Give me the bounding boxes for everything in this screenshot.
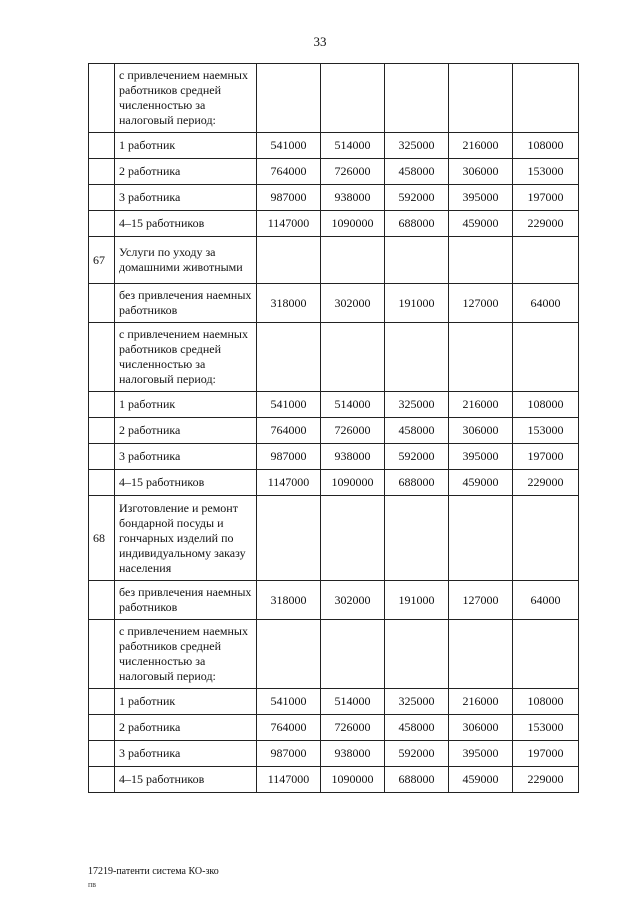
value-cell: 938000 [321,444,385,470]
row-index [89,689,115,715]
row-label: 4–15 работников [115,767,257,793]
value-cell: 108000 [513,392,579,418]
value-cell: 153000 [513,715,579,741]
value-cell [449,496,513,581]
value-cell [257,496,321,581]
row-index [89,581,115,620]
value-cell [257,323,321,392]
value-cell: 458000 [385,715,449,741]
value-cell: 592000 [385,741,449,767]
value-cell [449,64,513,133]
value-cell: 302000 [321,284,385,323]
value-cell: 726000 [321,418,385,444]
footer-filename: 17219-патенти система КО-зко [88,866,219,877]
row-index [89,418,115,444]
value-cell: 216000 [449,133,513,159]
value-cell: 459000 [449,211,513,237]
value-cell [385,237,449,284]
row-index [89,284,115,323]
value-cell [257,620,321,689]
value-cell: 1090000 [321,470,385,496]
row-label: без привлечения наемных работников [115,284,257,323]
row-index: 68 [89,496,115,581]
value-cell [385,64,449,133]
value-cell: 325000 [385,133,449,159]
table-row [89,159,579,185]
value-cell: 514000 [321,392,385,418]
row-index [89,767,115,793]
value-cell [449,323,513,392]
value-cell: 229000 [513,211,579,237]
table-row [89,689,579,715]
value-cell [257,64,321,133]
table-row [89,211,579,237]
value-cell: 459000 [449,767,513,793]
value-cell: 306000 [449,159,513,185]
value-cell: 459000 [449,470,513,496]
value-cell: 153000 [513,418,579,444]
value-cell: 541000 [257,392,321,418]
value-cell: 306000 [449,715,513,741]
value-cell [385,323,449,392]
table-row [89,444,579,470]
value-cell: 592000 [385,444,449,470]
value-cell: 726000 [321,715,385,741]
row-label: 1 работник [115,392,257,418]
row-label: 2 работника [115,715,257,741]
row-index: 67 [89,237,115,284]
value-cell: 306000 [449,418,513,444]
row-label: 1 работник [115,689,257,715]
value-cell: 197000 [513,185,579,211]
table-row [89,284,579,323]
row-index [89,185,115,211]
footer-subtext: пв [88,880,97,889]
value-cell: 216000 [449,392,513,418]
value-cell: 197000 [513,444,579,470]
row-index [89,715,115,741]
table-row [89,185,579,211]
row-label: 2 работника [115,418,257,444]
value-cell [321,496,385,581]
value-cell: 395000 [449,185,513,211]
value-cell [385,496,449,581]
value-cell: 688000 [385,211,449,237]
value-cell [513,64,579,133]
table-row [89,496,579,581]
value-cell: 64000 [513,284,579,323]
value-cell: 987000 [257,444,321,470]
row-label: без привлечения наемных работников [115,581,257,620]
row-label: с привлечением наемных работников средней численностью за налоговый период: [115,620,257,689]
value-cell: 127000 [449,284,513,323]
value-cell [257,237,321,284]
value-cell: 688000 [385,767,449,793]
row-label: Услуги по уходу за домашними животными [115,237,257,284]
table-row [89,392,579,418]
value-cell: 191000 [385,284,449,323]
row-label: с привлечением наемных работников средней численностью за налоговый период: [115,64,257,133]
value-cell: 514000 [321,689,385,715]
value-cell: 1147000 [257,211,321,237]
value-cell: 592000 [385,185,449,211]
value-cell: 1090000 [321,211,385,237]
row-label: Изготовление и ремонт бондарной посуды и гончарных изделий по индивидуальному заказу населения [115,496,257,581]
page-number: 33 [313,34,327,49]
value-cell [513,620,579,689]
table-row [89,581,579,620]
value-cell: 216000 [449,689,513,715]
value-cell: 987000 [257,185,321,211]
value-cell: 64000 [513,581,579,620]
table-row [89,741,579,767]
value-cell: 458000 [385,418,449,444]
value-cell: 1090000 [321,767,385,793]
value-cell: 1147000 [257,767,321,793]
table-row [89,470,579,496]
row-index [89,159,115,185]
value-cell: 191000 [385,581,449,620]
value-cell: 318000 [257,284,321,323]
value-cell: 1147000 [257,470,321,496]
value-cell: 938000 [321,741,385,767]
value-cell [513,237,579,284]
value-cell: 318000 [257,581,321,620]
value-cell: 726000 [321,159,385,185]
tariff-table [88,63,579,793]
row-label: 3 работника [115,741,257,767]
row-label: 4–15 работников [115,470,257,496]
value-cell [513,496,579,581]
value-cell [321,237,385,284]
value-cell [513,323,579,392]
value-cell: 229000 [513,470,579,496]
value-cell: 764000 [257,715,321,741]
value-cell [321,323,385,392]
table-row [89,767,579,793]
table-row [89,133,579,159]
value-cell [321,620,385,689]
row-index [89,64,115,133]
row-index [89,211,115,237]
row-index [89,470,115,496]
value-cell: 108000 [513,133,579,159]
row-label: 4–15 работников [115,211,257,237]
row-index [89,741,115,767]
table-row [89,715,579,741]
value-cell: 514000 [321,133,385,159]
value-cell: 541000 [257,133,321,159]
value-cell [449,620,513,689]
value-cell: 197000 [513,741,579,767]
row-label: с привлечением наемных работников средней численностью за налоговый период: [115,323,257,392]
table-row [89,620,579,689]
value-cell: 987000 [257,741,321,767]
row-label: 3 работника [115,444,257,470]
row-label: 1 работник [115,133,257,159]
table-row [89,418,579,444]
value-cell: 764000 [257,418,321,444]
row-label: 3 работника [115,185,257,211]
value-cell: 395000 [449,741,513,767]
value-cell: 764000 [257,159,321,185]
row-index [89,392,115,418]
row-label: 2 работника [115,159,257,185]
value-cell [385,620,449,689]
table-row [89,323,579,392]
value-cell: 325000 [385,689,449,715]
row-index [89,323,115,392]
table-row [89,237,579,284]
value-cell: 458000 [385,159,449,185]
value-cell [449,237,513,284]
value-cell: 938000 [321,185,385,211]
value-cell: 127000 [449,581,513,620]
value-cell: 395000 [449,444,513,470]
value-cell [321,64,385,133]
value-cell: 325000 [385,392,449,418]
value-cell: 153000 [513,159,579,185]
table-row [89,64,579,133]
value-cell: 688000 [385,470,449,496]
value-cell: 541000 [257,689,321,715]
value-cell: 229000 [513,767,579,793]
row-index [89,620,115,689]
row-index [89,444,115,470]
row-index [89,133,115,159]
value-cell: 302000 [321,581,385,620]
value-cell: 108000 [513,689,579,715]
